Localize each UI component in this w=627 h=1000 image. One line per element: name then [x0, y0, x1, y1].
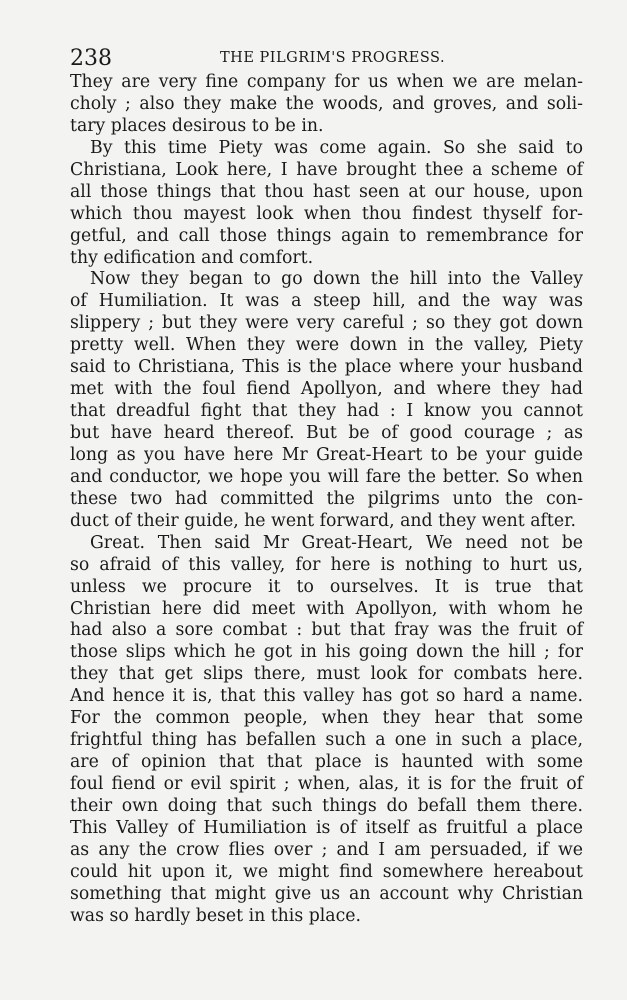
text-line: slippery ; but they were very careful ; so they got down — [70, 313, 583, 334]
text-line: was so hardly beset in this place. — [70, 905, 361, 926]
page-number: 238 — [70, 46, 112, 71]
text-line: foul fiend or evil spirit ; when, alas, it is for the fruit of — [70, 774, 583, 794]
text-line: Now they began to go down the hill into the Valley — [90, 269, 583, 290]
text-line: Christiana, Look here, I have brought thee a scheme of — [70, 159, 583, 180]
page-header — [70, 46, 583, 74]
text-line: Christian here did meet with Apollyon, with whom he — [70, 598, 583, 619]
text-line: Great. Then said Mr Great-Heart, We need not be — [90, 532, 583, 553]
text-line: these two had committed the pilgrims unto the con- — [70, 488, 583, 509]
text-line: as any the crow flies over ; and I am persuaded, if we — [70, 839, 583, 860]
page-body-text — [70, 72, 583, 928]
text-line: are of opinion that that place is haunted with some — [70, 752, 583, 773]
text-line: their own doing that such things do befall them there. — [70, 795, 583, 816]
text-line: pretty well. When they were down in the valley, Piety — [70, 335, 583, 356]
text-line: those slips which he got in his going down the hill ; for — [70, 642, 583, 663]
text-line: that dreadful fight that they had : I know you cannot — [70, 401, 583, 422]
text-line: said to Christiana, This is the place where your husband — [70, 357, 583, 378]
text-line: frightful thing has befallen such a one in such a place, — [70, 730, 583, 751]
text-line: something that might give us an account why Christian — [70, 883, 583, 904]
text-line: tary places desirous to be in. — [70, 115, 324, 136]
text-line: had also a sore combat : but that fray was the fruit of — [70, 620, 583, 641]
text-line: of Humiliation. It was a steep hill, and the way was — [70, 291, 583, 312]
text-line: For the common people, when they hear that some — [70, 708, 583, 729]
text-line: which thou mayest look when thou findest thyself for- — [70, 203, 583, 224]
text-line: all those things that thou hast seen at our house, upon — [70, 181, 583, 202]
text-line: and conductor, we hope you will fare the better. So when — [70, 466, 583, 487]
text-line: getful, and call those things again to remembrance for — [70, 225, 583, 246]
text-line: duct of their guide, he went forward, and they went after. — [70, 510, 576, 531]
text-line: This Valley of Humiliation is of itself as fruitful a place — [70, 817, 583, 838]
text-line: And hence it is, that this valley has got so hard a name. — [70, 686, 583, 707]
text-line: By this time Piety was come again. So she said to — [90, 137, 583, 158]
text-line: they that get slips there, must look for combats here. — [70, 664, 583, 685]
text-line: met with the foul fiend Apollyon, and where they had — [70, 379, 583, 400]
text-line: so afraid of this valley, for here is nothing to hurt us, — [70, 554, 583, 575]
text-line: could hit upon it, we might find somewhere hereabout — [70, 861, 583, 882]
running-title: THE PILGRIM'S PROGRESS. — [220, 50, 446, 66]
text-line: but have heard thereof. But be of good courage ; as — [70, 423, 583, 443]
text-line: long as you have here Mr Great-Heart to be your guide — [70, 444, 583, 465]
text-line: choly ; also they make the woods, and groves, and soli- — [70, 93, 583, 114]
text-line: thy edification and comfort. — [70, 247, 314, 268]
text-line: unless we procure it to ourselves. It is true that — [70, 576, 583, 597]
text-line: They are very fine company for us when we are melan- — [70, 72, 583, 92]
